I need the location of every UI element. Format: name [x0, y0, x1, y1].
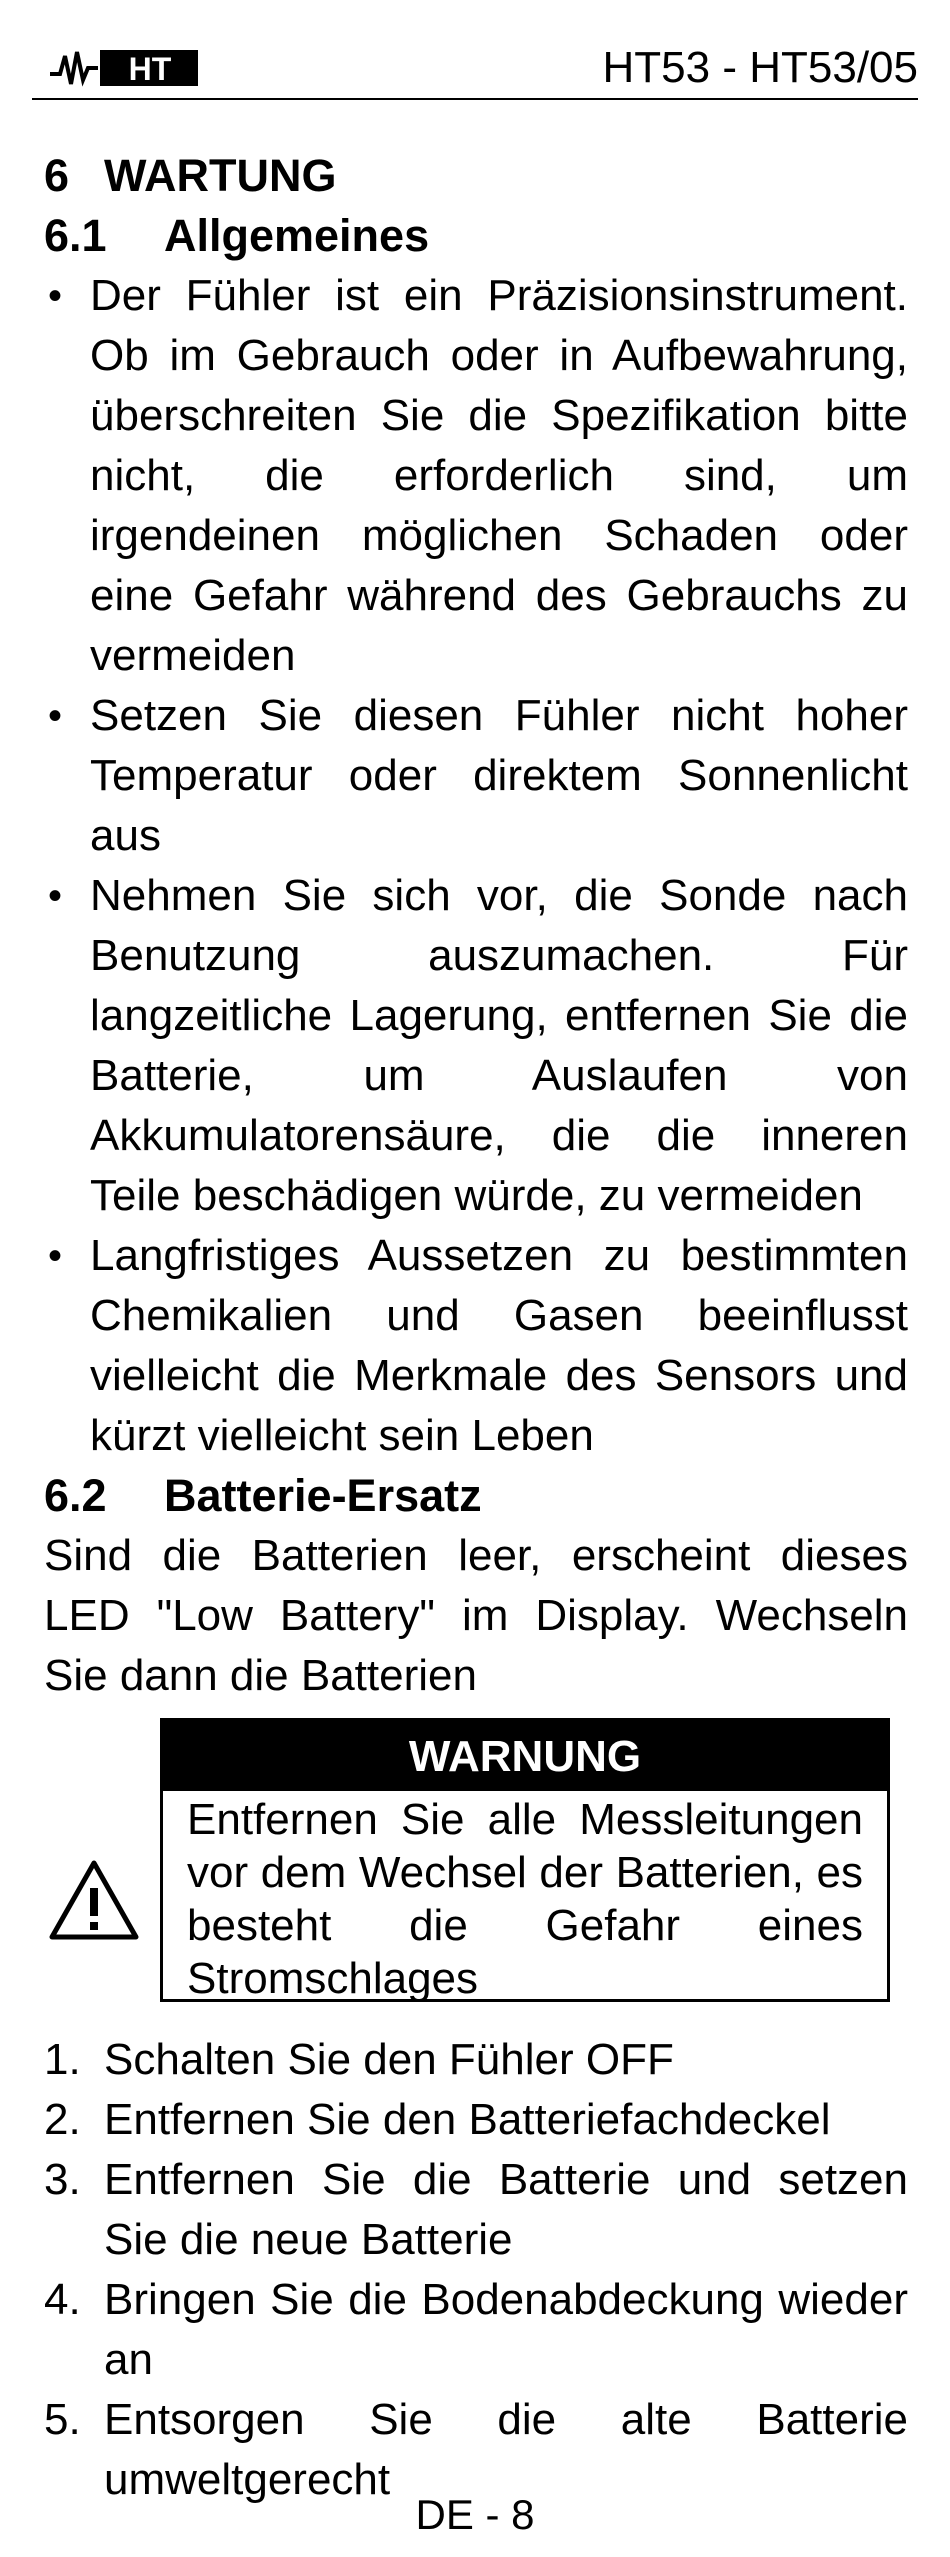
step-item [44, 2270, 908, 2390]
step-number: 3. [44, 2155, 81, 2204]
bullet-item: • Langfristiges Aussetzen zu bestimmten Chemikalien und Gasen beeinflusst vielleicht die Merkmale des Sensors und kürzt vielleicht sein Leben [44, 1226, 908, 1466]
battery-steps-list [44, 2030, 908, 2510]
model-number: HT53 - HT53/05 [602, 43, 918, 92]
step-item [44, 2090, 908, 2150]
step-number: 2. [44, 2095, 81, 2144]
warning-block [44, 1718, 908, 2014]
step-number: 4. [44, 2275, 81, 2324]
subsection-title: Allgemeines [164, 210, 430, 261]
bullet-item: • Der Fühler ist ein Präzisionsinstrument. Ob im Gebrauch oder in Aufbewahrung, überschreiten Sie die Spezifikation bitte nicht, die erforderlich sind, um irgendeinen möglichen Schaden oder eine Gefahr während des Gebrauchs zu vermeiden [44, 266, 908, 686]
page-content [44, 146, 908, 2510]
section-heading-6-1 [44, 206, 908, 266]
section-number: 6 [44, 150, 70, 201]
page-number: DE - 8 [415, 2491, 535, 2538]
bullet-item: • Nehmen Sie sich vor, die Sonde nach Benutzung auszumachen. Für langzeitliche Lagerung, entfernen Sie die Batterie, um Auslaufen von Akkumulatorensäure, die die inneren Teile beschädigen würde, zu vermeiden [44, 866, 908, 1226]
warning-title: WARNUNG [163, 1721, 887, 1791]
step-item [44, 2030, 908, 2090]
subsection-number: 6.2 [44, 1470, 107, 1521]
battery-intro-paragraph: Sind die Batterien leer, erscheint dieses LED "Low Battery" im Display. Wechseln Sie dann die Batterien [44, 1531, 908, 1700]
subsection-number: 6.1 [44, 210, 107, 261]
subsection-title: Batterie-Ersatz [164, 1470, 482, 1521]
bullet-item: • Setzen Sie diesen Fühler nicht hoher Temperatur oder direktem Sonnenlicht aus [44, 686, 908, 866]
logo-text: HT [128, 51, 172, 87]
page-header [32, 36, 918, 100]
step-number: 1. [44, 2035, 81, 2084]
maintenance-bullet-list [44, 266, 908, 1466]
warning-triangle-icon [48, 1858, 140, 1942]
section-heading-6 [44, 146, 908, 206]
step-text: Entfernen Sie den Batteriefachdeckel [104, 2095, 831, 2144]
warning-box [160, 1718, 890, 2002]
step-text: Bringen Sie die Bodenabdeckung wieder an [104, 2275, 908, 2384]
step-number: 5. [44, 2395, 81, 2444]
step-item [44, 2150, 908, 2270]
header-divider [32, 98, 918, 100]
step-text: Entsorgen Sie die alte Batterie umweltgerecht [104, 2395, 908, 2504]
step-text: Schalten Sie den Fühler OFF [104, 2035, 674, 2084]
section-heading-6-2 [44, 1466, 908, 1526]
section-title: WARTUNG [104, 150, 337, 201]
step-text: Entfernen Sie die Batterie und setzen Sie die neue Batterie [104, 2155, 908, 2264]
warning-text: Entfernen Sie alle Messleitungen vor dem Wechsel der Batterien, es besteht die Gefahr eines Stromschlages [187, 1795, 863, 2003]
ht-logo [50, 46, 200, 90]
